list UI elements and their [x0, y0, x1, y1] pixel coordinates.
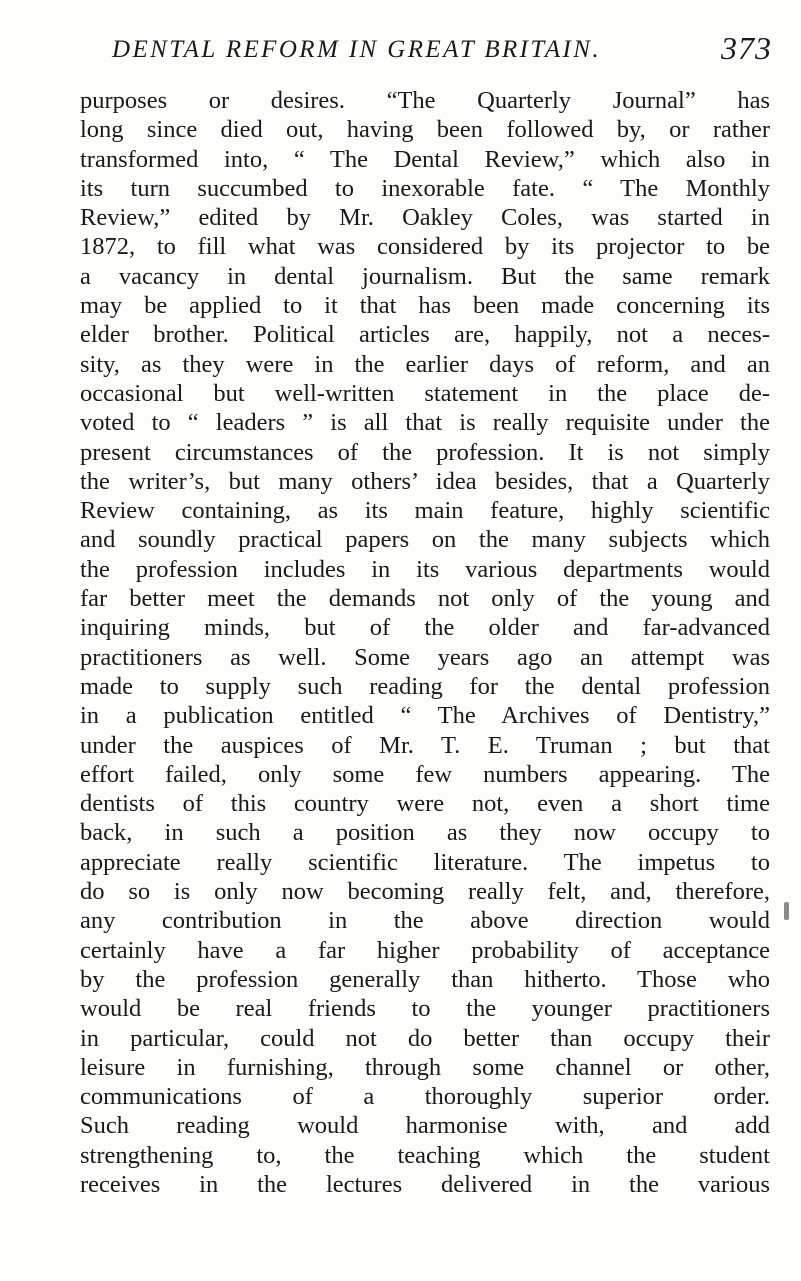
text-line: the profession includes in its various departments would	[80, 555, 770, 583]
text-line: purposes or desires. “The Quarterly Journal” has	[80, 87, 770, 114]
text-line: present circumstances of the profession. It is not simply	[80, 438, 770, 466]
text-line: in particular, could not do better than occupy their	[80, 1024, 770, 1052]
paper-speck	[784, 902, 789, 920]
text-line: transformed into, “ The Dental Review,” which also in	[80, 145, 770, 173]
page-number: 373	[721, 30, 772, 66]
text-line: Review,” edited by Mr. Oakley Coles, was started in	[80, 204, 770, 232]
text-line: leisure in furnishing, through some channel or other,	[80, 1053, 770, 1081]
text-line: sity, as they were in the earlier days of reform, and an	[80, 350, 770, 378]
text-line: by the profession generally than hitherto. Those who	[80, 965, 770, 993]
text-line: dentists of this country were not, even a short time	[80, 790, 770, 818]
text-line: appreciate really scientific literature. The impetus to	[80, 848, 770, 876]
text-line: communications of a thoroughly superior order.	[80, 1083, 770, 1111]
text-line: its turn succumbed to inexorable fate. “ The Monthly	[80, 174, 770, 202]
running-title: DENTAL REFORM IN GREAT BRITAIN.	[112, 36, 601, 63]
text-line: and soundly practical papers on the many subjects which	[80, 526, 770, 554]
body-text	[80, 86, 770, 1199]
text-line: do so is only now becoming really felt, and, therefore,	[80, 878, 770, 906]
text-line: receives in the lectures delivered in the various	[80, 1170, 770, 1198]
text-line: long since died out, having been followed by, or rather	[80, 116, 770, 144]
text-line: occasional but well-written statement in the place de-	[80, 379, 770, 407]
text-line: under the auspices of Mr. T. E. Truman ; but that	[80, 731, 770, 759]
text-line: elder brother. Political articles are, happily, not a neces-	[80, 321, 770, 349]
text-line: the writer’s, but many others’ idea besides, that a Quarterly	[80, 467, 770, 495]
text-line: a vacancy in dental journalism. But the same remark	[80, 262, 770, 290]
text-line: made to supply such reading for the dental profession	[80, 672, 770, 700]
text-line: back, in such a position as they now occupy to	[80, 819, 770, 847]
text-line: certainly have a far higher probability of acceptance	[80, 936, 770, 964]
text-line: in a publication entitled “ The Archives of Dentistry,”	[80, 702, 770, 730]
text-line: strengthening to, the teaching which the student	[80, 1141, 770, 1169]
text-line: effort failed, only some few numbers appearing. The	[80, 760, 770, 788]
running-head	[112, 30, 772, 70]
text-line: Review containing, as its main feature, highly scientific	[80, 497, 770, 525]
text-line: any contribution in the above direction would	[80, 907, 770, 935]
text-line: may be applied to it that has been made concerning its	[80, 292, 770, 320]
text-line: inquiring minds, but of the older and far-advanced	[80, 614, 770, 642]
text-line: voted to “ leaders ” is all that is really requisite under the	[80, 409, 770, 437]
text-line: practitioners as well. Some years ago an attempt was	[80, 643, 770, 671]
text-line: far better meet the demands not only of the young and	[80, 585, 770, 613]
text-line: 1872, to fill what was considered by its projector to be	[80, 233, 770, 261]
text-line: would be real friends to the younger practitioners	[80, 995, 770, 1023]
text-line: Such reading would harmonise with, and add	[80, 1112, 770, 1140]
